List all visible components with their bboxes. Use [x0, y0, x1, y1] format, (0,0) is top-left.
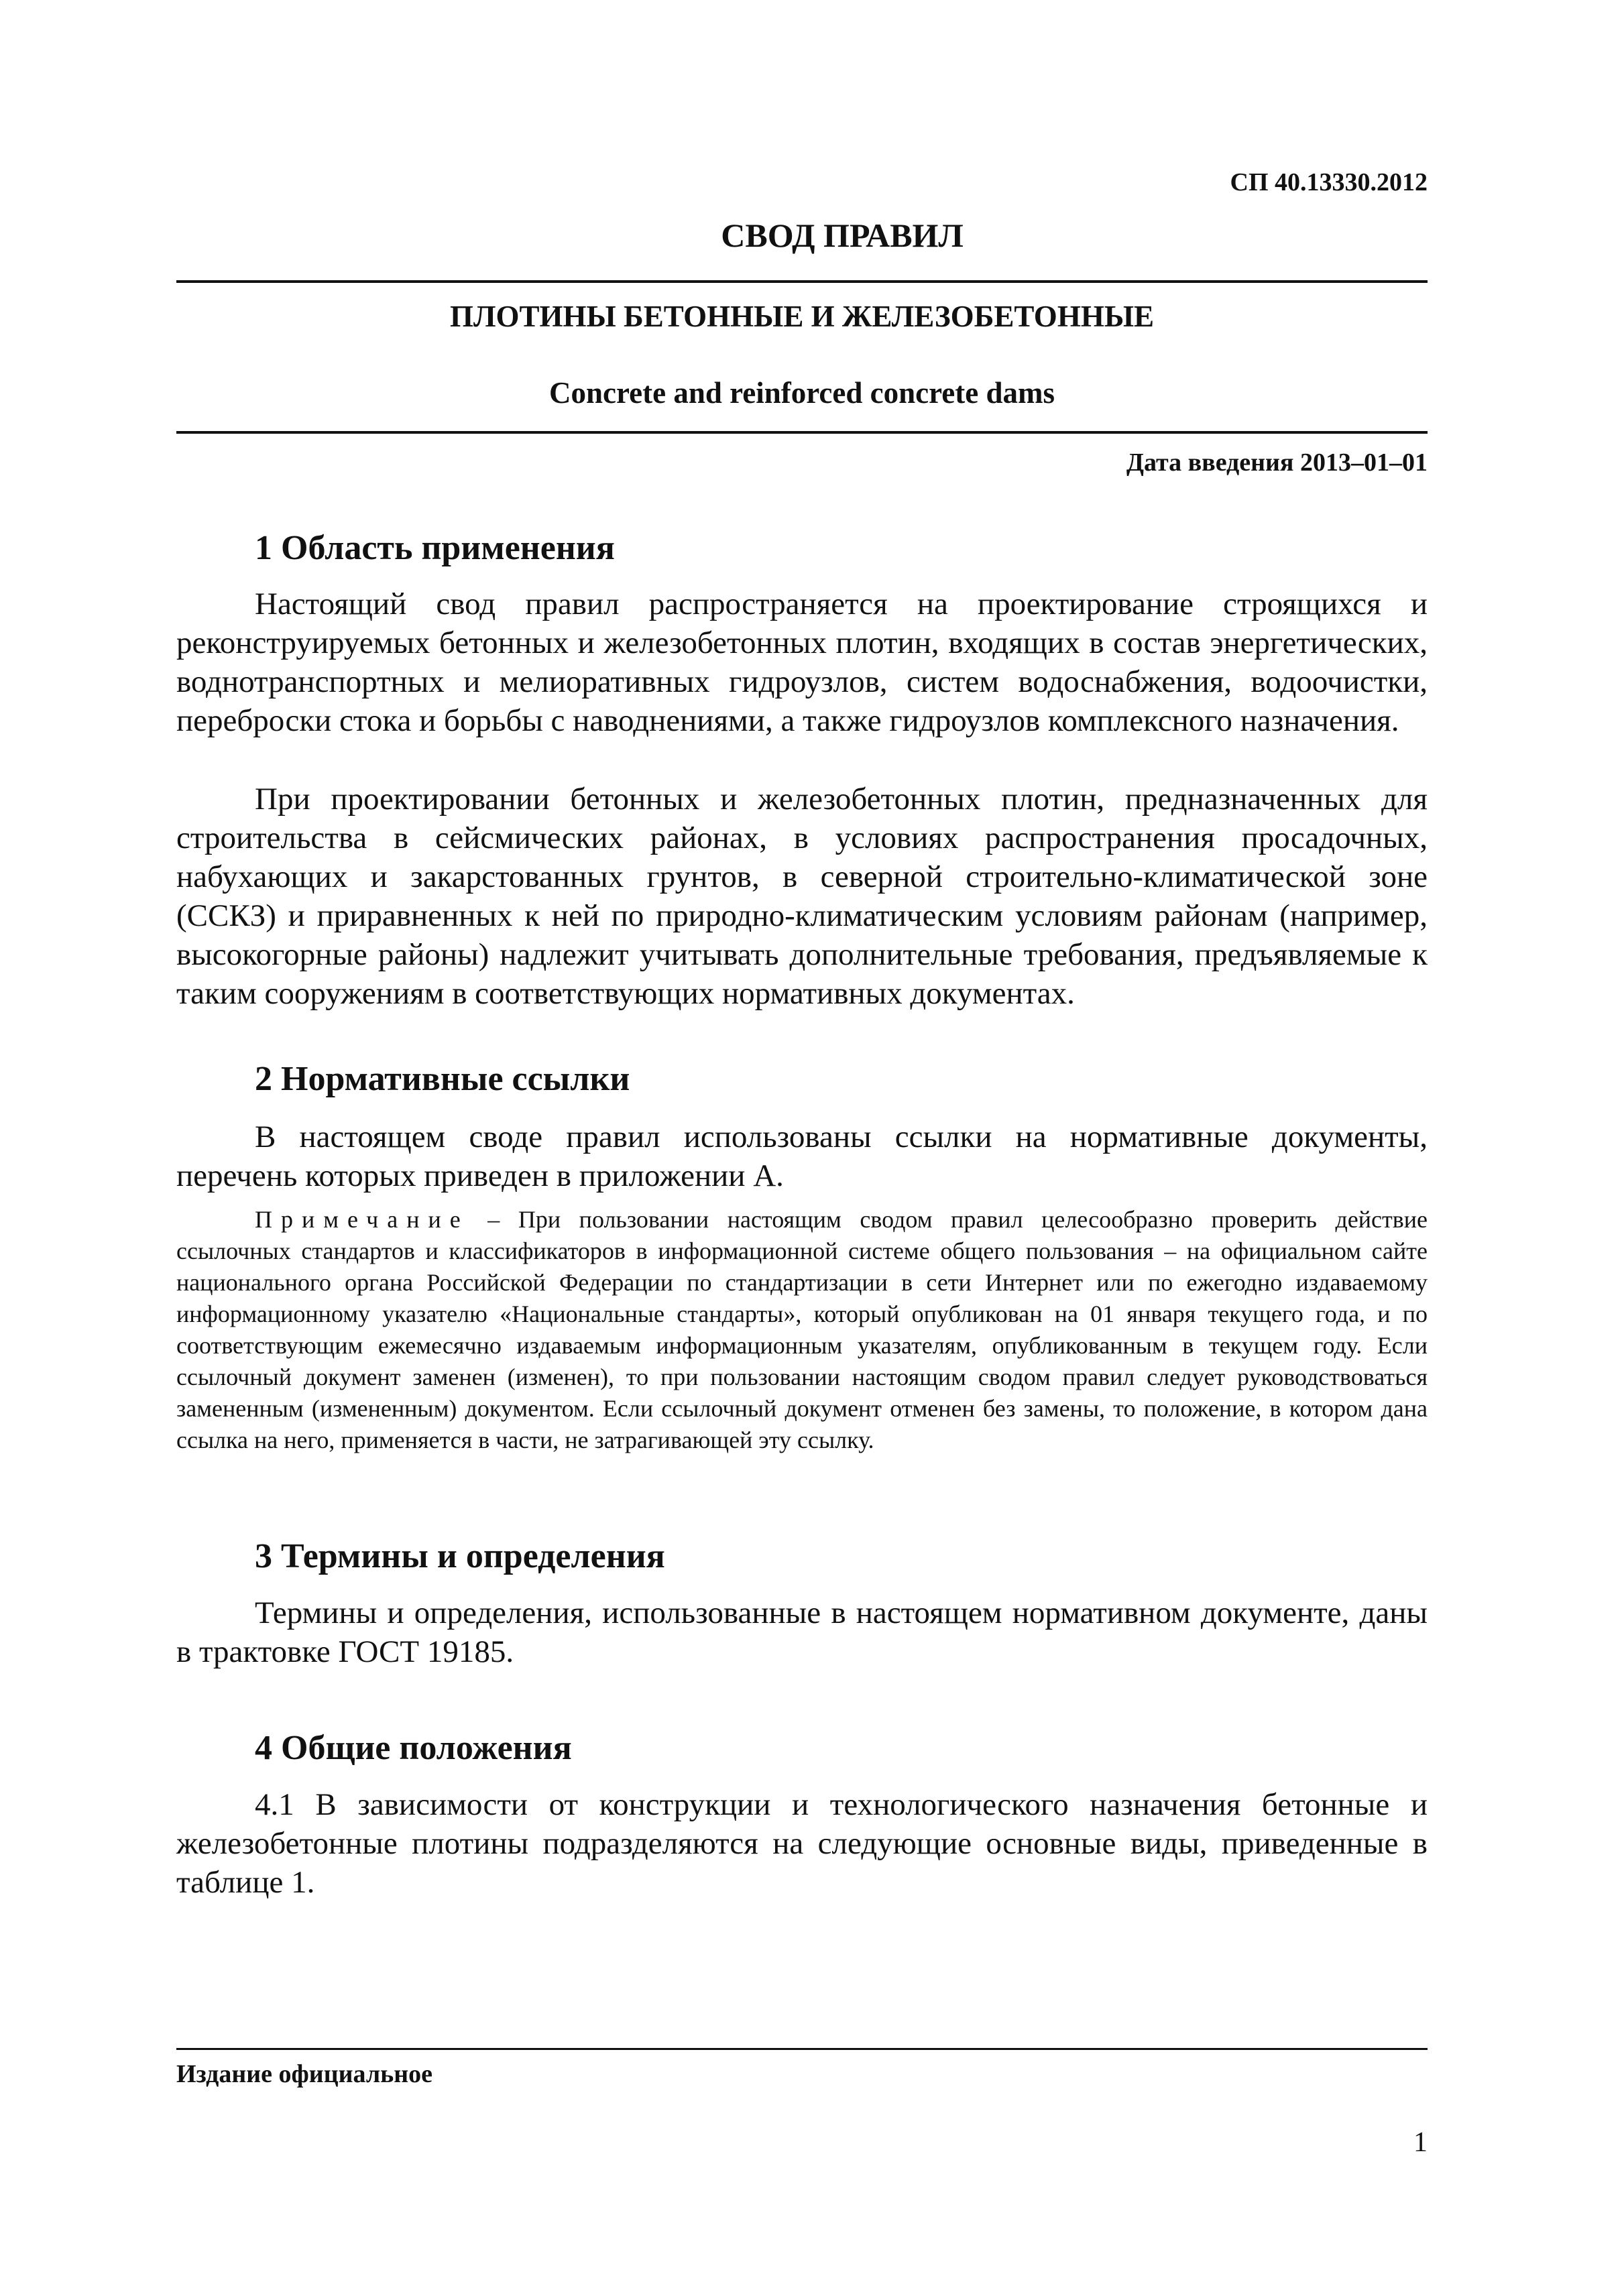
top-rule	[176, 280, 1428, 283]
introduction-date: Дата введения 2013–01–01	[1126, 448, 1428, 477]
note-text: – При пользовании настоящим сводом правил целесообразно проверить действие ссылочных стандартов и классификаторов в информационной системе общего пользования – на официальном сайте национального органа Российской Федерации по стандартизации в сети Интернет или по ежегодно издаваемому информационному указателю «Национальные стандарты», который опубликован на 01 января текущего года, и по соответствующим ежемесячно издаваемым информационным указателям, опубликованным в текущем году. Если ссылочный документ заменен (изменен), то при пользовании настоящим сводом правил следует руководствоваться замененным (измененным) документом. Если ссылочный документ отменен без замены, то положение, в котором дана ссылка на него, применяется в части, не затрагивающей эту ссылку.	[176, 1206, 1428, 1453]
section-4-paragraph-1: 4.1 В зависимости от конструкции и технологического назначения бетонные и железобетонные плотины подразделяются на следующие основные виды, приведенные в таблице 1.	[176, 1787, 1428, 1900]
section-1-paragraph-2: При проектировании бетонных и железобетонных плотин, предназначенных для строительства в сейсмических районах, в условиях распространения просадочных, набухающих и закарстованных грунтов, в северной строительно-климатической зоне (ССКЗ) и приравненных к ней по природно-климатическим условиям районам (например, высокогорные районы) надлежит учитывать дополнительные требования, предъявляемые к таким сооружениям в соответствующих нормативных документах.	[176, 782, 1428, 1011]
section-3-heading: 3 Термины и определения	[255, 1537, 665, 1575]
edition-label: Издание официальное	[176, 2060, 433, 2088]
section-4-heading: 4 Общие положения	[255, 1729, 572, 1767]
section-1-paragraph-1: Настоящий свод правил распространяется на проектирование строящихся и реконструируемых бетонных и железобетонных плотин, входящих в состав энергетических, воднотранспортных и мелиоративных гидроузлов, систем водоснабжения, водоочистки, переброски стока и борьбы с наводнениями, а также гидроузлов комплексного назначения.	[176, 587, 1428, 738]
note-label: Примечание	[255, 1206, 469, 1233]
section-1-heading: 1 Область применения	[255, 529, 615, 567]
standard-title-english: Concrete and reinforced concrete dams	[548, 376, 1055, 410]
section-2-note	[176, 1204, 1428, 1456]
page-number: 1	[1413, 2127, 1428, 2158]
section-2-paragraph-1: В настоящем своде правил использованы ссылки на нормативные документы, перечень которых приведен в приложении А.	[176, 1120, 1428, 1193]
standard-title: ПЛОТИНЫ БЕТОННЫЕ И ЖЕЛЕЗОБЕТОННЫЕ	[449, 300, 1155, 333]
title-bottom-rule	[176, 431, 1428, 434]
section-2-heading: 2 Нормативные ссылки	[255, 1060, 630, 1098]
section-3-paragraph-1: Термины и определения, использованные в настоящем нормативном документе, даны в трактовке ГОСТ 19185.	[176, 1595, 1428, 1669]
document-code: СП 40.13330.2012	[1230, 168, 1428, 196]
footer-rule	[176, 2048, 1428, 2050]
code-title: СВОД ПРАВИЛ	[721, 217, 964, 254]
